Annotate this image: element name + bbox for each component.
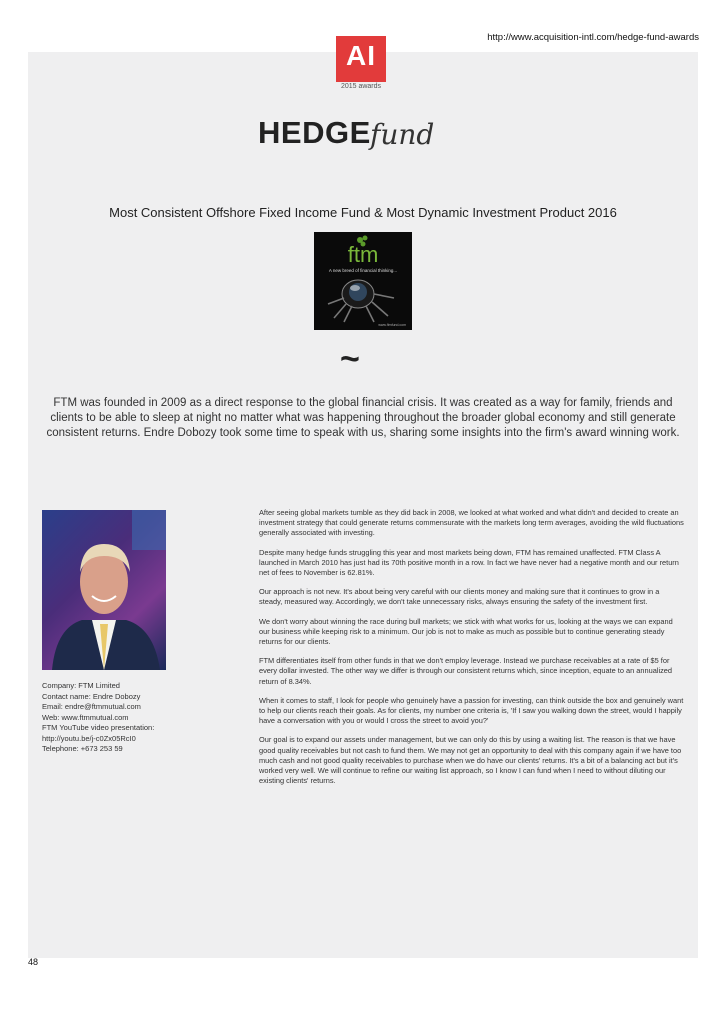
ai-awards-logo xyxy=(336,36,386,82)
ai-logo-text: AI xyxy=(346,40,376,71)
contact-video-label: FTM YouTube video presentation: xyxy=(42,723,155,732)
section-divider-tilde: ~ xyxy=(340,340,360,378)
portrait-graphic xyxy=(42,510,166,670)
source-url[interactable]: http://www.acquisition-intl.com/hedge-fund-awards xyxy=(487,32,699,43)
article-body xyxy=(259,508,684,795)
contact-name: Contact name: Endre Dobozy xyxy=(42,691,141,701)
award-title: Most Consistent Offshore Fixed Income Fund & Most Dynamic Investment Product 2016 xyxy=(109,205,617,220)
article-paragraph: FTM differentiates itself from other funds in that we don't employ leverage. Instead we purchase receivables at a rate of $5 for every dollar invested. The other way we differ is through our consistent returns which, since inception, equate to an annualized return of 8.34%. xyxy=(259,656,673,686)
contact-email[interactable]: Email: endre@ftmmutual.com xyxy=(42,702,141,711)
ftm-image-graphic xyxy=(314,232,412,330)
ftm-brand-text: ftm xyxy=(347,242,379,267)
article-paragraph: After seeing global markets tumble as they did back in 2008, we looked at what worked and what didn't and decided to create an investment strategy that could generate returns commensurate with the markets long term averages, avoiding the wild fluctuations generally associated with investing. xyxy=(259,508,684,538)
contact-company: Company: FTM Limited xyxy=(42,681,120,690)
ftm-logo-image xyxy=(314,232,412,330)
ftm-tagline: A new breed of financial thinking... xyxy=(328,268,398,273)
article-paragraph: Our approach is not new. It's about being very careful with our clients money and making sure that it continues to grow in a steady, measured way. Accordingly, we don't take unnecessary risks, always ensuring the safety of the investment first. xyxy=(259,587,660,607)
ai-logo-year: 2015 awards xyxy=(340,83,382,90)
contact-video-url[interactable]: http://youtu.be/j-c0Zx05RcI0 xyxy=(42,733,136,743)
page-number: 48 xyxy=(28,957,39,967)
content-panel xyxy=(28,52,698,958)
intro-paragraph: FTM was founded in 2009 as a direct response to the global financial crisis. It was created as a way for family, friends and clients to be able to sleep at night no matter what was happening throughout the broader global economy and still generate consistent returns. Endre Dobozy took some time to speak with us, sharing some insights into the firm's award winning work. xyxy=(46,397,680,439)
article-paragraph: When it comes to staff, I look for people who genuinely have a passion for investing, can think outside the box and genuinely want to help our clients reach their goals. As for clients, my number one criteria is, 'If I saw you walking down the street, would I happily have a conversation with you or would I cross the street to avoid you?' xyxy=(259,695,684,726)
contact-web[interactable]: Web: www.ftmmutual.com xyxy=(42,712,129,722)
article-paragraph: Our goal is to expand our assets under management, but we can only do this by using a waiting list. The reason is that we have good quality receivables but not cash to fund them. We may not get an opportunity to deal with this company again if we have too much cash and not good quality receivables to purchase when we do have our clients' returns. It's a bit of a balancing act but it's worked very well. We will continue to refine our waiting list approach, so I know I can fund when I need to without diluting our existing clients' returns. xyxy=(259,735,682,786)
contact-phone: Telephone: +673 253 59 xyxy=(42,744,123,753)
article-paragraph: We don't worry about winning the race during bull markets; we stick with what works for us, looking at the ways we can expand our business while keeping risk to a minimum. Our job is not to make as much as possible but to continue generating steady returns for our clients. xyxy=(259,616,673,647)
hedge-fund-logo-fund: fund xyxy=(370,118,435,151)
ftm-site: www.ftmfund.com xyxy=(378,323,406,327)
portrait-photo xyxy=(42,510,166,670)
article-paragraph: Despite many hedge funds struggling this year and most markets being down, FTM has remained unaffected. FTM Class A launched in March 2010 has just had its 70th positive month in a row. In fact we have never had a negative month and our return net of fees to November is 62.81%. xyxy=(259,547,679,578)
contact-info xyxy=(42,681,192,755)
hedge-fund-logo-hedge: HEDGE xyxy=(258,115,371,150)
